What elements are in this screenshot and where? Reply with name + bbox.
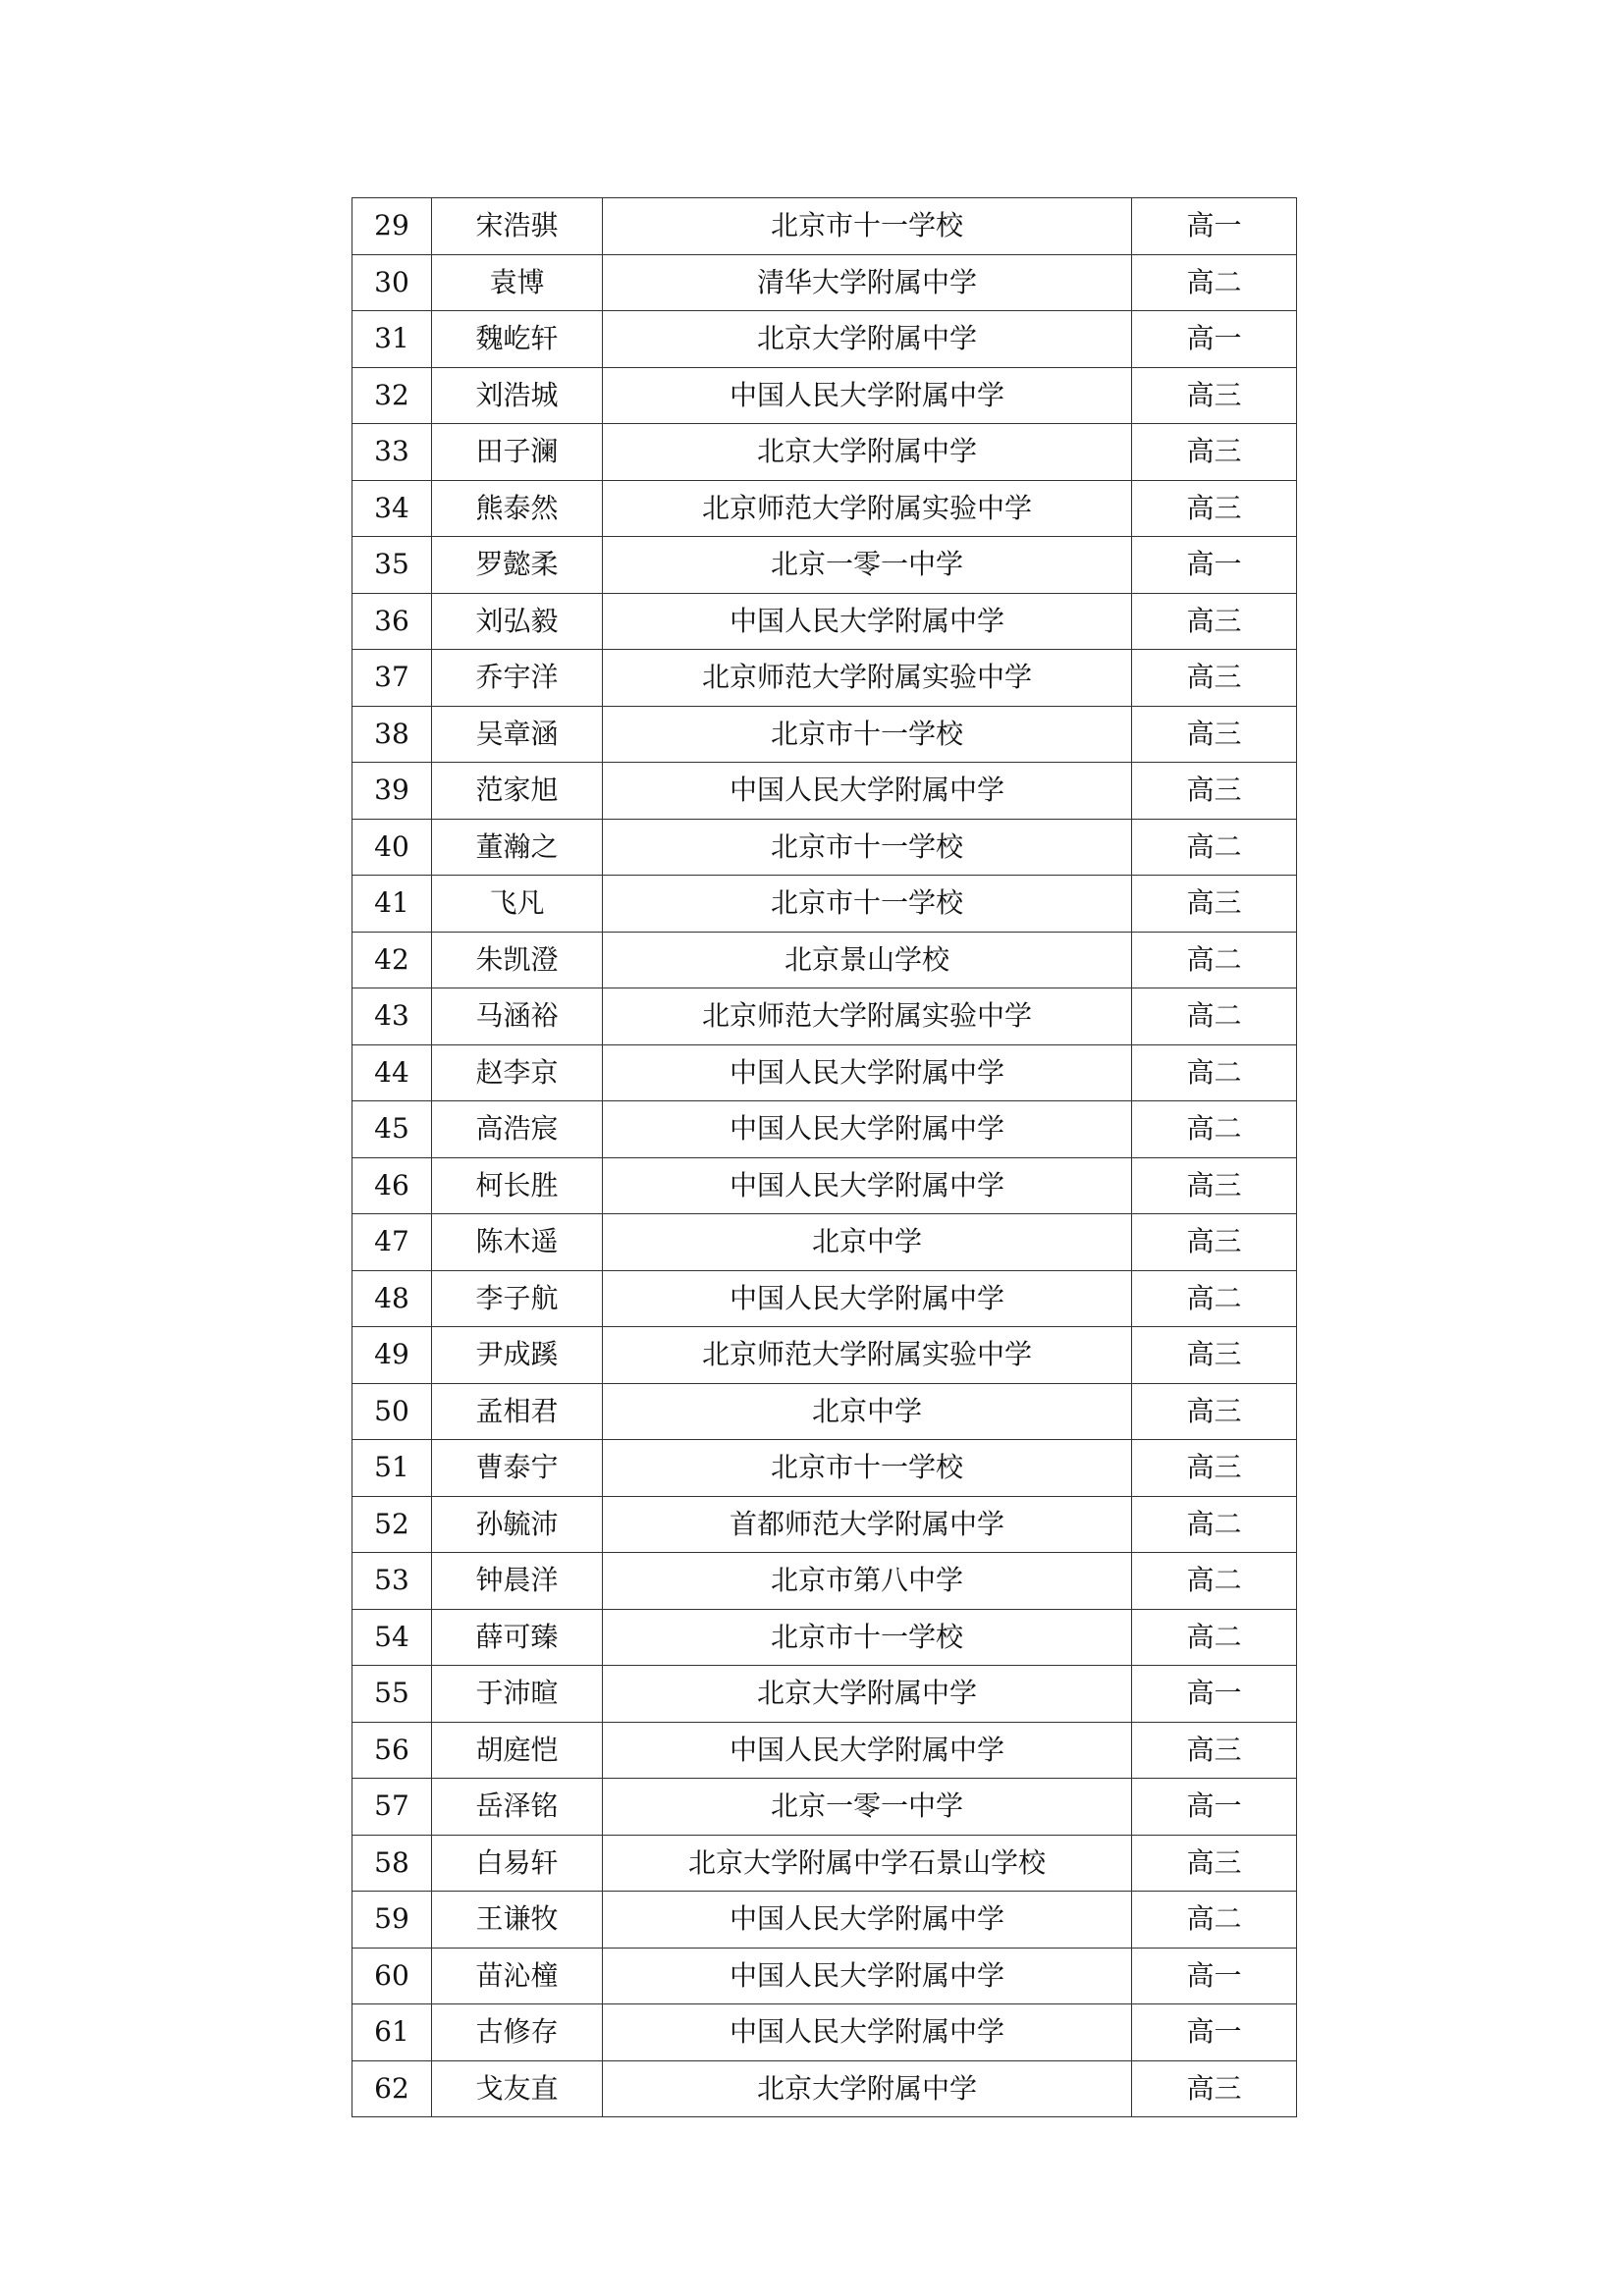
grade-cell: 高二	[1132, 254, 1297, 311]
row-number-cell: 55	[352, 1666, 432, 1723]
row-number-cell: 46	[352, 1157, 432, 1214]
row-number-cell: 41	[352, 876, 432, 933]
row-number-cell: 53	[352, 1553, 432, 1610]
table-row	[352, 198, 1297, 255]
table-row	[352, 1553, 1297, 1610]
table-row	[352, 593, 1297, 650]
school-name-cell: 中国人民大学附属中学	[603, 367, 1132, 424]
school-name-cell: 北京一零一中学	[603, 1779, 1132, 1836]
school-name-cell: 中国人民大学附属中学	[603, 1101, 1132, 1158]
school-name-cell: 中国人民大学附属中学	[603, 1948, 1132, 2004]
row-number-cell: 48	[352, 1270, 432, 1327]
school-name-cell: 首都师范大学附属中学	[603, 1496, 1132, 1553]
student-name-cell: 古修存	[432, 2004, 603, 2061]
table-row	[352, 1214, 1297, 1271]
school-name-cell: 北京师范大学附属实验中学	[603, 480, 1132, 537]
school-name-cell: 北京市十一学校	[603, 819, 1132, 876]
student-name-cell: 戈友直	[432, 2060, 603, 2117]
table-row	[352, 988, 1297, 1045]
table-row	[352, 1666, 1297, 1723]
student-roster-table	[352, 197, 1297, 2117]
student-name-cell: 尹成蹊	[432, 1327, 603, 1384]
grade-cell: 高三	[1132, 367, 1297, 424]
table-row	[352, 1779, 1297, 1836]
table-row	[352, 1383, 1297, 1440]
row-number-cell: 56	[352, 1722, 432, 1779]
school-name-cell: 中国人民大学附属中学	[603, 763, 1132, 820]
school-name-cell: 北京中学	[603, 1383, 1132, 1440]
grade-cell: 高三	[1132, 876, 1297, 933]
table-row	[352, 1044, 1297, 1101]
row-number-cell: 62	[352, 2060, 432, 2117]
school-name-cell: 中国人民大学附属中学	[603, 1722, 1132, 1779]
grade-cell: 高三	[1132, 763, 1297, 820]
student-name-cell: 刘弘毅	[432, 593, 603, 650]
student-name-cell: 钟晨洋	[432, 1553, 603, 1610]
table-row	[352, 650, 1297, 707]
grade-cell: 高三	[1132, 480, 1297, 537]
grade-cell: 高二	[1132, 1044, 1297, 1101]
student-name-cell: 朱凯澄	[432, 932, 603, 988]
student-name-cell: 熊泰然	[432, 480, 603, 537]
grade-cell: 高一	[1132, 1779, 1297, 1836]
school-name-cell: 中国人民大学附属中学	[603, 1044, 1132, 1101]
grade-cell: 高三	[1132, 1383, 1297, 1440]
grade-cell: 高三	[1132, 1722, 1297, 1779]
row-number-cell: 51	[352, 1440, 432, 1497]
student-name-cell: 罗懿柔	[432, 537, 603, 594]
grade-cell: 高三	[1132, 593, 1297, 650]
row-number-cell: 58	[352, 1835, 432, 1892]
grade-cell: 高一	[1132, 2004, 1297, 2061]
school-name-cell: 中国人民大学附属中学	[603, 1157, 1132, 1214]
school-name-cell: 北京师范大学附属实验中学	[603, 988, 1132, 1045]
grade-cell: 高三	[1132, 2060, 1297, 2117]
school-name-cell: 北京一零一中学	[603, 537, 1132, 594]
student-name-cell: 李子航	[432, 1270, 603, 1327]
school-name-cell: 北京市十一学校	[603, 198, 1132, 255]
student-name-cell: 孙毓沛	[432, 1496, 603, 1553]
student-name-cell: 吴章涵	[432, 706, 603, 763]
row-number-cell: 60	[352, 1948, 432, 2004]
row-number-cell: 61	[352, 2004, 432, 2061]
table-row	[352, 763, 1297, 820]
grade-cell: 高二	[1132, 988, 1297, 1045]
roster-body	[352, 198, 1297, 2117]
school-name-cell: 北京大学附属中学	[603, 311, 1132, 368]
grade-cell: 高一	[1132, 1666, 1297, 1723]
school-name-cell: 北京市十一学校	[603, 1609, 1132, 1666]
school-name-cell: 中国人民大学附属中学	[603, 593, 1132, 650]
row-number-cell: 40	[352, 819, 432, 876]
student-name-cell: 董瀚之	[432, 819, 603, 876]
table-row	[352, 1835, 1297, 1892]
table-row	[352, 1948, 1297, 2004]
table-row	[352, 1722, 1297, 1779]
table-row	[352, 1157, 1297, 1214]
table-row	[352, 537, 1297, 594]
student-name-cell: 刘浩城	[432, 367, 603, 424]
student-name-cell: 范家旭	[432, 763, 603, 820]
student-name-cell: 陈木遥	[432, 1214, 603, 1271]
grade-cell: 高二	[1132, 1553, 1297, 1610]
row-number-cell: 36	[352, 593, 432, 650]
table-row	[352, 876, 1297, 933]
student-name-cell: 孟相君	[432, 1383, 603, 1440]
grade-cell: 高三	[1132, 706, 1297, 763]
school-name-cell: 中国人民大学附属中学	[603, 1270, 1132, 1327]
student-name-cell: 白易轩	[432, 1835, 603, 1892]
student-name-cell: 薛可臻	[432, 1609, 603, 1666]
student-name-cell: 岳泽铭	[432, 1779, 603, 1836]
row-number-cell: 35	[352, 537, 432, 594]
table-row	[352, 1440, 1297, 1497]
table-row	[352, 706, 1297, 763]
student-name-cell: 曹泰宁	[432, 1440, 603, 1497]
student-name-cell: 田子澜	[432, 424, 603, 481]
row-number-cell: 52	[352, 1496, 432, 1553]
school-name-cell: 北京市十一学校	[603, 1440, 1132, 1497]
table-row	[352, 1892, 1297, 1949]
student-name-cell: 苗沁橦	[432, 1948, 603, 2004]
row-number-cell: 34	[352, 480, 432, 537]
grade-cell: 高三	[1132, 1157, 1297, 1214]
school-name-cell: 北京市十一学校	[603, 876, 1132, 933]
table-row	[352, 1609, 1297, 1666]
student-name-cell: 马涵裕	[432, 988, 603, 1045]
row-number-cell: 42	[352, 932, 432, 988]
school-name-cell: 北京师范大学附属实验中学	[603, 650, 1132, 707]
row-number-cell: 47	[352, 1214, 432, 1271]
school-name-cell: 北京师范大学附属实验中学	[603, 1327, 1132, 1384]
grade-cell: 高三	[1132, 1440, 1297, 1497]
row-number-cell: 54	[352, 1609, 432, 1666]
school-name-cell: 北京大学附属中学石景山学校	[603, 1835, 1132, 1892]
table-row	[352, 311, 1297, 368]
student-name-cell: 乔宇洋	[432, 650, 603, 707]
row-number-cell: 59	[352, 1892, 432, 1949]
grade-cell: 高二	[1132, 1892, 1297, 1949]
row-number-cell: 38	[352, 706, 432, 763]
table-row	[352, 1496, 1297, 1553]
grade-cell: 高二	[1132, 1101, 1297, 1158]
row-number-cell: 50	[352, 1383, 432, 1440]
student-name-cell: 高浩宸	[432, 1101, 603, 1158]
table-row	[352, 480, 1297, 537]
student-name-cell: 宋浩骐	[432, 198, 603, 255]
grade-cell: 高三	[1132, 1327, 1297, 1384]
table-row	[352, 367, 1297, 424]
row-number-cell: 33	[352, 424, 432, 481]
grade-cell: 高二	[1132, 1609, 1297, 1666]
table-row	[352, 932, 1297, 988]
student-name-cell: 胡庭恺	[432, 1722, 603, 1779]
grade-cell: 高一	[1132, 1948, 1297, 2004]
table-row	[352, 819, 1297, 876]
school-name-cell: 北京大学附属中学	[603, 424, 1132, 481]
row-number-cell: 29	[352, 198, 432, 255]
student-name-cell: 王谦牧	[432, 1892, 603, 1949]
row-number-cell: 44	[352, 1044, 432, 1101]
table-row	[352, 2060, 1297, 2117]
row-number-cell: 49	[352, 1327, 432, 1384]
school-name-cell: 北京大学附属中学	[603, 1666, 1132, 1723]
student-name-cell: 魏屹轩	[432, 311, 603, 368]
table-row	[352, 1270, 1297, 1327]
row-number-cell: 32	[352, 367, 432, 424]
table-row	[352, 254, 1297, 311]
table-row	[352, 1101, 1297, 1158]
grade-cell: 高一	[1132, 311, 1297, 368]
student-name-cell: 于沛暄	[432, 1666, 603, 1723]
school-name-cell: 中国人民大学附属中学	[603, 1892, 1132, 1949]
student-name-cell: 袁博	[432, 254, 603, 311]
school-name-cell: 清华大学附属中学	[603, 254, 1132, 311]
row-number-cell: 39	[352, 763, 432, 820]
table-row	[352, 2004, 1297, 2061]
school-name-cell: 北京市十一学校	[603, 706, 1132, 763]
row-number-cell: 45	[352, 1101, 432, 1158]
table-row	[352, 1327, 1297, 1384]
row-number-cell: 31	[352, 311, 432, 368]
row-number-cell: 57	[352, 1779, 432, 1836]
row-number-cell: 30	[352, 254, 432, 311]
grade-cell: 高一	[1132, 537, 1297, 594]
grade-cell: 高二	[1132, 932, 1297, 988]
grade-cell: 高一	[1132, 198, 1297, 255]
student-name-cell: 赵李京	[432, 1044, 603, 1101]
grade-cell: 高二	[1132, 819, 1297, 876]
school-name-cell: 北京中学	[603, 1214, 1132, 1271]
school-name-cell: 北京景山学校	[603, 932, 1132, 988]
student-name-cell: 柯长胜	[432, 1157, 603, 1214]
grade-cell: 高二	[1132, 1270, 1297, 1327]
student-name-cell: 飞凡	[432, 876, 603, 933]
row-number-cell: 37	[352, 650, 432, 707]
grade-cell: 高三	[1132, 650, 1297, 707]
grade-cell: 高二	[1132, 1496, 1297, 1553]
school-name-cell: 北京大学附属中学	[603, 2060, 1132, 2117]
school-name-cell: 中国人民大学附属中学	[603, 2004, 1132, 2061]
table-row	[352, 424, 1297, 481]
school-name-cell: 北京市第八中学	[603, 1553, 1132, 1610]
grade-cell: 高三	[1132, 1835, 1297, 1892]
row-number-cell: 43	[352, 988, 432, 1045]
grade-cell: 高三	[1132, 1214, 1297, 1271]
grade-cell: 高三	[1132, 424, 1297, 481]
